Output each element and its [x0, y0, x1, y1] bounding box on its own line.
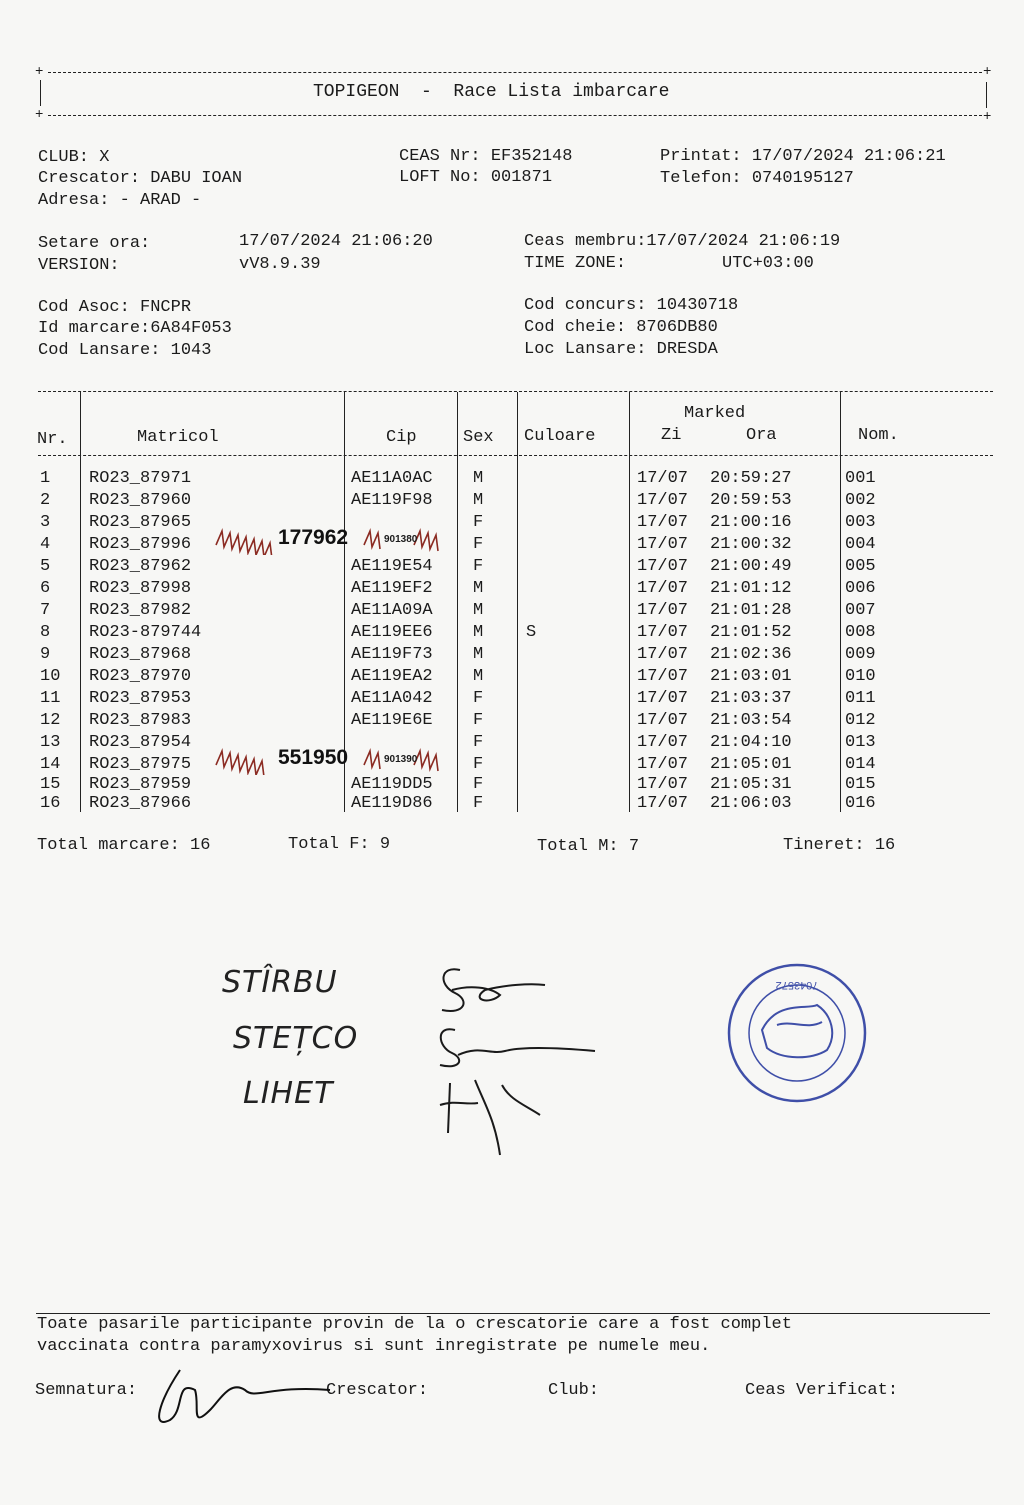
- cell-matricol: RO23-879744: [89, 623, 202, 642]
- cell-ora: 21:03:01: [710, 667, 792, 686]
- cell-nom: 014: [845, 755, 876, 774]
- table-row: [0, 623, 1024, 645]
- cell-ora: 21:05:31: [710, 775, 792, 794]
- telefon-field: Telefon: 0740195127: [660, 169, 854, 188]
- cell-cip: AE119E54: [351, 557, 433, 576]
- cell-zi: 17/07: [637, 601, 689, 620]
- cell-sex: M: [473, 491, 484, 510]
- header-matricol: Matricol: [137, 428, 219, 447]
- statement-line: vaccinata contra paramyxovirus si sunt inregistrate pe numele meu.: [37, 1337, 711, 1356]
- table-row: [0, 733, 1024, 755]
- cell-zi: 17/07: [637, 755, 689, 774]
- cell-nr: 10: [40, 667, 61, 686]
- cell-matricol: RO23_87960: [89, 491, 192, 510]
- cell-ora: 21:00:16: [710, 513, 792, 532]
- total-f: Total F: 9: [288, 835, 391, 854]
- table-row: [0, 794, 1024, 816]
- cell-ora: 21:03:54: [710, 711, 792, 730]
- setare-ora-value: 17/07/2024 21:06:20: [239, 232, 433, 251]
- header-cip: Cip: [386, 428, 417, 447]
- ceas-nr-field: CEAS Nr: EF352148: [399, 147, 573, 166]
- cell-cip: AE11A0AC: [351, 469, 433, 488]
- cell-ora: 21:01:12: [710, 579, 792, 598]
- cell-ora: 21:04:10: [710, 733, 792, 752]
- table-row: [0, 667, 1024, 689]
- cell-nr: 15: [40, 775, 61, 794]
- cell-sex: M: [473, 623, 484, 642]
- cell-sex: F: [473, 733, 484, 752]
- table-row: [0, 689, 1024, 711]
- corner-mark: +: [35, 64, 44, 80]
- cod-lansare-field: Cod Lansare: 1043: [38, 341, 212, 360]
- cell-sex: F: [473, 794, 484, 813]
- correction-big-number: 551950: [278, 746, 349, 769]
- corner-mark: +: [35, 107, 44, 123]
- cell-zi: 17/07: [637, 689, 689, 708]
- header-zi: Zi: [661, 426, 682, 445]
- cell-zi: 17/07: [637, 794, 689, 813]
- club-stamp-icon: [722, 960, 872, 1110]
- cell-zi: 17/07: [637, 711, 689, 730]
- header-left-border: [40, 80, 41, 106]
- cell-ora: 21:01:28: [710, 601, 792, 620]
- page-title: TOPIGEON - Race Lista imbarcare: [313, 82, 670, 102]
- table-row: [0, 755, 1024, 777]
- cell-nr: 6: [40, 579, 51, 598]
- club-field: CLUB: X: [38, 148, 110, 167]
- id-marcare-field: Id marcare:6A84F053: [38, 319, 232, 338]
- cell-sex: M: [473, 601, 484, 620]
- cell-nr: 8: [40, 623, 51, 642]
- cell-sex: M: [473, 579, 484, 598]
- header-marked: Marked: [684, 404, 746, 423]
- cell-ora: 21:03:37: [710, 689, 792, 708]
- time-zone-label: TIME ZONE:: [524, 254, 627, 273]
- cell-nom: 004: [845, 535, 876, 554]
- cell-matricol: RO23_87962: [89, 557, 192, 576]
- cell-zi: 17/07: [637, 579, 689, 598]
- cell-ora: 21:06:03: [710, 794, 792, 813]
- table-row: [0, 601, 1024, 623]
- handwritten-name: STEȚCO: [233, 1021, 359, 1056]
- cell-nom: 007: [845, 601, 876, 620]
- cell-zi: 17/07: [637, 667, 689, 686]
- cell-nom: 006: [845, 579, 876, 598]
- cell-nr: 16: [40, 794, 61, 813]
- cell-matricol: RO23_87953: [89, 689, 192, 708]
- cell-nr: 13: [40, 733, 61, 752]
- cell-matricol: RO23_87959: [89, 775, 192, 794]
- cell-ora: 20:59:27: [710, 469, 792, 488]
- table-row: [0, 535, 1024, 557]
- cell-matricol: RO23_87998: [89, 579, 192, 598]
- cell-matricol: RO23_87983: [89, 711, 192, 730]
- cell-sex: F: [473, 535, 484, 554]
- cell-sex: F: [473, 513, 484, 532]
- printat-field: Printat: 17/07/2024 21:06:21: [660, 147, 946, 166]
- table-header-border: [38, 455, 993, 456]
- header-right-border: [986, 82, 987, 108]
- cell-nr: 14: [40, 755, 61, 774]
- cell-cip: AE11A09A: [351, 601, 433, 620]
- handwritten-name: STÎRBU: [222, 965, 338, 1000]
- cell-ora: 21:01:52: [710, 623, 792, 642]
- cell-zi: 17/07: [637, 491, 689, 510]
- cell-sex: M: [473, 469, 484, 488]
- cell-matricol: RO23_87971: [89, 469, 192, 488]
- header-nr: Nr.: [37, 430, 68, 449]
- cell-nr: 4: [40, 535, 51, 554]
- cell-zi: 17/07: [637, 733, 689, 752]
- table-row: [0, 557, 1024, 579]
- cell-nr: 5: [40, 557, 51, 576]
- header-culoare: Culoare: [524, 427, 596, 446]
- cell-nr: 2: [40, 491, 51, 510]
- cell-sex: M: [473, 667, 484, 686]
- cell-nom: 002: [845, 491, 876, 510]
- correction-small-number: 901380: [384, 534, 418, 545]
- statement-line: Toate pasarile participante provin de la o crescatorie care a fost complet: [37, 1315, 792, 1334]
- cell-ora: 21:00:32: [710, 535, 792, 554]
- total-marcare: Total marcare: 16: [37, 836, 211, 855]
- cell-matricol: RO23_87965: [89, 513, 192, 532]
- cell-nr: 9: [40, 645, 51, 664]
- cell-ora: 21:00:49: [710, 557, 792, 576]
- correction-small-number: 901390: [384, 754, 418, 765]
- cell-nom: 013: [845, 733, 876, 752]
- cell-nom: 009: [845, 645, 876, 664]
- tineret: Tineret: 16: [783, 836, 896, 855]
- cell-sex: F: [473, 711, 484, 730]
- cell-sex: F: [473, 689, 484, 708]
- handwritten-correction: [214, 525, 454, 555]
- header-sex: Sex: [463, 428, 494, 447]
- version-value: vV8.9.39: [239, 255, 321, 274]
- cell-zi: 17/07: [637, 469, 689, 488]
- club-label: Club:: [548, 1381, 600, 1400]
- loft-no-field: LOFT No: 001871: [399, 168, 553, 187]
- cell-zi: 17/07: [637, 557, 689, 576]
- ceas-verificat-label: Ceas Verificat:: [745, 1381, 899, 1400]
- table-row: [0, 579, 1024, 601]
- time-zone-value: UTC+03:00: [722, 254, 814, 273]
- loc-lansare-field: Loc Lansare: DRESDA: [524, 340, 718, 359]
- handwritten-correction: [214, 745, 454, 775]
- version-label: VERSION:: [38, 256, 120, 275]
- cell-matricol: RO23_87982: [89, 601, 192, 620]
- cell-nom: 003: [845, 513, 876, 532]
- cell-nr: 12: [40, 711, 61, 730]
- signature-icon: [430, 955, 610, 1165]
- cell-zi: 17/07: [637, 623, 689, 642]
- cell-cip: AE119F98: [351, 491, 433, 510]
- cell-nr: 1: [40, 469, 51, 488]
- table-row: [0, 469, 1024, 491]
- cell-nom: 010: [845, 667, 876, 686]
- cell-nom: 016: [845, 794, 876, 813]
- cell-zi: 17/07: [637, 535, 689, 554]
- cell-zi: 17/07: [637, 513, 689, 532]
- cell-sex: F: [473, 775, 484, 794]
- header-bottom-border: [48, 115, 982, 116]
- cell-sex: F: [473, 755, 484, 774]
- cell-nom: 001: [845, 469, 876, 488]
- handwritten-name: LIHET: [243, 1076, 334, 1111]
- cell-sex: F: [473, 557, 484, 576]
- cell-nr: 3: [40, 513, 51, 532]
- table-row: [0, 491, 1024, 513]
- setare-ora-label: Setare ora:: [38, 234, 151, 253]
- cod-asoc-field: Cod Asoc: FNCPR: [38, 298, 192, 317]
- correction-big-number: 177962: [278, 526, 349, 549]
- table-row: [0, 645, 1024, 667]
- adresa-field: Adresa: - ARAD -: [38, 191, 202, 210]
- cell-zi: 17/07: [637, 775, 689, 794]
- header-nom: Nom.: [858, 426, 899, 445]
- cell-matricol: RO23_87968: [89, 645, 192, 664]
- crescator-field: Crescator: DABU IOAN: [38, 169, 243, 188]
- table-top-border: [38, 391, 993, 392]
- cell-ora: 21:02:36: [710, 645, 792, 664]
- ceas-membru-field: Ceas membru:17/07/2024 21:06:19: [524, 232, 841, 251]
- table-row: [0, 513, 1024, 535]
- stamp-number: 7043572: [775, 979, 819, 991]
- cell-matricol: RO23_87970: [89, 667, 192, 686]
- corner-mark: +: [983, 64, 992, 80]
- cell-ora: 20:59:53: [710, 491, 792, 510]
- crescator-label: Crescator:: [326, 1381, 429, 1400]
- semnatura-label: Semnatura:: [35, 1381, 138, 1400]
- cell-nr: 11: [40, 689, 61, 708]
- header-ora: Ora: [746, 426, 777, 445]
- cell-cip: AE119EE6: [351, 623, 433, 642]
- cell-cip: AE119DD5: [351, 775, 433, 794]
- total-m: Total M: 7: [537, 837, 640, 856]
- cell-cip: AE119EF2: [351, 579, 433, 598]
- cod-concurs-field: Cod concurs: 10430718: [524, 296, 739, 315]
- cell-nom: 012: [845, 711, 876, 730]
- corner-mark: +: [983, 109, 992, 125]
- cell-cip: AE11A042: [351, 689, 433, 708]
- cod-cheie-field: Cod cheie: 8706DB80: [524, 318, 718, 337]
- cell-matricol: RO23_87996: [89, 535, 192, 554]
- cell-nom: 005: [845, 557, 876, 576]
- cell-matricol: RO23_87954: [89, 733, 192, 752]
- cell-ora: 21:05:01: [710, 755, 792, 774]
- cell-culoare: S: [526, 623, 537, 642]
- cell-nom: 011: [845, 689, 876, 708]
- cell-cip: AE119EA2: [351, 667, 433, 686]
- cell-nr: 7: [40, 601, 51, 620]
- cell-cip: AE119D86: [351, 794, 433, 813]
- cell-sex: M: [473, 645, 484, 664]
- signature-icon: [140, 1360, 340, 1440]
- cell-cip: AE119E6E: [351, 711, 433, 730]
- cell-nom: 015: [845, 775, 876, 794]
- cell-cip: AE119F73: [351, 645, 433, 664]
- cell-matricol: RO23_87975: [89, 755, 192, 774]
- table-row: [0, 711, 1024, 733]
- cell-zi: 17/07: [637, 645, 689, 664]
- cell-matricol: RO23_87966: [89, 794, 192, 813]
- header-top-border: [48, 72, 982, 73]
- cell-nom: 008: [845, 623, 876, 642]
